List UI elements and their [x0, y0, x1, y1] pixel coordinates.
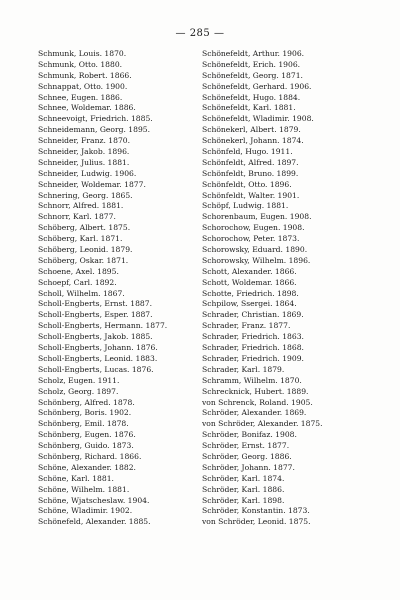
- right-column: [202, 49, 377, 528]
- list-item: Schrader, Friedrich. 1909.: [202, 353, 304, 363]
- list-item: Schrader, Christian. 1869.: [202, 310, 304, 320]
- list-item: Schmunk, Louis. 1870.: [38, 49, 127, 58]
- list-item: von Schrenck, Roland. 1905.: [202, 397, 313, 407]
- list-item: Schönfeldt, Alfred. 1897.: [202, 157, 299, 167]
- list-item: Schmunk, Robert. 1866.: [38, 70, 132, 80]
- list-item: Schönefeld, Alexander. 1885.: [38, 517, 151, 527]
- list-item: Schönberg, Alfred. 1878.: [38, 397, 135, 407]
- list-item: Scholl-Engberts, Ernst. 1887.: [38, 299, 152, 309]
- list-item: Schoene, Axel. 1895.: [38, 266, 119, 276]
- list-item: Schorochow, Eugen. 1908.: [202, 223, 305, 233]
- list-item: Schöberg, Karl. 1871.: [38, 234, 123, 244]
- list-item: Schröder, Alexander. 1869.: [202, 408, 307, 418]
- list-item: Schönfeld, Hugo. 1911.: [202, 147, 293, 157]
- list-item: Schramm, Wilhelm. 1870.: [202, 375, 302, 385]
- list-item: Schönberg, Guido. 1873.: [38, 441, 134, 451]
- list-item: Schotte, Friedrich. 1898.: [202, 288, 299, 298]
- list-item: Schröder, Karl. 1874.: [202, 473, 285, 483]
- list-item: Schmunk, Otto. 1880.: [38, 59, 123, 69]
- list-item: Schröder, Bonifaz. 1908.: [202, 430, 297, 440]
- list-item: Schöne, Wilhelm. 1881.: [38, 484, 130, 494]
- list-item: Schröder, Georg. 1886.: [202, 451, 292, 461]
- list-item: Schönberg, Richard. 1866.: [38, 451, 142, 461]
- left-column: [38, 49, 198, 528]
- list-item: Schnering, Georg. 1865.: [38, 190, 133, 200]
- list-item: Schönefeldt, Karl. 1881.: [202, 103, 296, 113]
- list-item: Scholl-Engberts, Lucas. 1876.: [38, 364, 154, 374]
- list-item: Schorochow, Peter. 1873.: [202, 234, 300, 244]
- list-item: Schöpf, Ludwig. 1881.: [202, 201, 289, 211]
- list-item: Schöberg, Leonid. 1879.: [38, 245, 133, 255]
- list-item: Schönfeldt, Bruno. 1899.: [202, 168, 299, 178]
- list-item: Schnorr, Karl. 1877.: [38, 212, 116, 222]
- list-item: Schott, Alexander. 1866.: [202, 266, 297, 276]
- list-item: Schorowsky, Wilhelm. 1896.: [202, 255, 311, 265]
- list-item: von Schröder, Leonid. 1875.: [202, 517, 311, 527]
- list-item: Schorowsky, Eduard. 1890.: [202, 245, 308, 255]
- list-item: Scholl-Engberts, Esper. 1887.: [38, 310, 153, 320]
- list-item: Schönekerl, Albert. 1879.: [202, 125, 301, 135]
- list-item: von Schröder, Alexander. 1875.: [202, 419, 323, 429]
- list-item: Schöne, Wjatscheslaw. 1904.: [38, 495, 150, 505]
- list-item: Schneider, Franz. 1870.: [38, 136, 131, 146]
- list-item: Schönberg, Emil. 1878.: [38, 419, 129, 429]
- list-item: Schneider, Julius. 1881.: [38, 157, 130, 167]
- list-item: Schröder, Johann. 1877.: [202, 462, 295, 472]
- list-item: Schrader, Franz. 1877.: [202, 321, 291, 331]
- list-item: Schöne, Alexander. 1882.: [38, 462, 136, 472]
- list-item: Scholl-Engberts, Leonid. 1883.: [38, 353, 158, 363]
- list-item: Schönberg, Boris. 1902.: [38, 408, 132, 418]
- list-item: Schönefeldt, Erich. 1906.: [202, 59, 301, 69]
- list-item: Schrader, Karl. 1879.: [202, 364, 285, 374]
- list-item: Schönfeldt, Walter. 1901.: [202, 190, 300, 200]
- list-item: Schönefeldt, Hugo. 1884.: [202, 92, 301, 102]
- list-item: Schönefeldt, Georg. 1871.: [202, 70, 303, 80]
- list-item: Schröder, Ernst. 1877.: [202, 441, 290, 451]
- list-item: Schöberg, Albert. 1875.: [38, 223, 131, 233]
- list-item: Schneider, Woldemar. 1877.: [38, 179, 146, 189]
- list-item: Schöne, Wladimir. 1902.: [38, 506, 133, 516]
- list-item: Schrader, Friedrich. 1868.: [202, 343, 304, 353]
- list-item: Schönefeldt, Gerhard. 1906.: [202, 81, 312, 91]
- list-item: Schnorr, Alfred. 1881.: [38, 201, 124, 211]
- list-item: Schneider, Jakob. 1896.: [38, 147, 130, 157]
- list-item: Schneevoigt, Friedrich. 1885.: [38, 114, 153, 124]
- list-item: Schoepf, Carl. 1892.: [38, 277, 117, 287]
- list-item: Scholl, Wilhelm. 1867.: [38, 288, 125, 298]
- list-item: Schnee, Woldemar. 1886.: [38, 103, 136, 113]
- list-item: Schröder, Karl. 1898.: [202, 495, 285, 505]
- page-number: — 285 —: [175, 28, 225, 39]
- list-item: Schnee, Eugen. 1886.: [38, 92, 123, 102]
- list-item: Schrecknick, Hubert. 1889.: [202, 386, 309, 396]
- list-item: Schöne, Karl. 1881.: [38, 473, 114, 483]
- list-item: Schneidemann, Georg. 1895.: [38, 125, 151, 135]
- list-item: Schröder, Konstantin. 1873.: [202, 506, 310, 516]
- list-item: Schönfeldt, Otto. 1896.: [202, 179, 292, 189]
- list-item: Schönekerl, Johann. 1874.: [202, 136, 304, 146]
- list-item: Scholl-Engberts, Jakob. 1885.: [38, 332, 153, 342]
- list-item: Scholz, Georg. 1897.: [38, 386, 119, 396]
- list-item: Scholl-Engberts, Johann. 1876.: [38, 343, 158, 353]
- list-item: Schrader, Friedrich. 1863.: [202, 332, 304, 342]
- list-item: Scholl-Engberts, Hermann. 1877.: [38, 321, 168, 331]
- list-item: Schönefeldt, Wladimir. 1908.: [202, 114, 314, 124]
- list-item: Scholz, Eugen. 1911.: [38, 375, 120, 385]
- list-item: Schönberg, Eugen. 1876.: [38, 430, 136, 440]
- list-item: Schröder, Karl. 1886.: [202, 484, 285, 494]
- list-item: Schönefeldt, Arthur. 1906.: [202, 49, 305, 58]
- list-item: Schott, Woldemar. 1866.: [202, 277, 297, 287]
- list-item: Schpilow, Ssergei. 1864.: [202, 299, 297, 309]
- list-item: Schorenbaum, Eugen. 1908.: [202, 212, 312, 222]
- list-item: Schöberg, Oskar. 1871.: [38, 255, 129, 265]
- list-item: Schnappat, Otto. 1900.: [38, 81, 128, 91]
- list-item: Schneider, Ludwig. 1906.: [38, 168, 137, 178]
